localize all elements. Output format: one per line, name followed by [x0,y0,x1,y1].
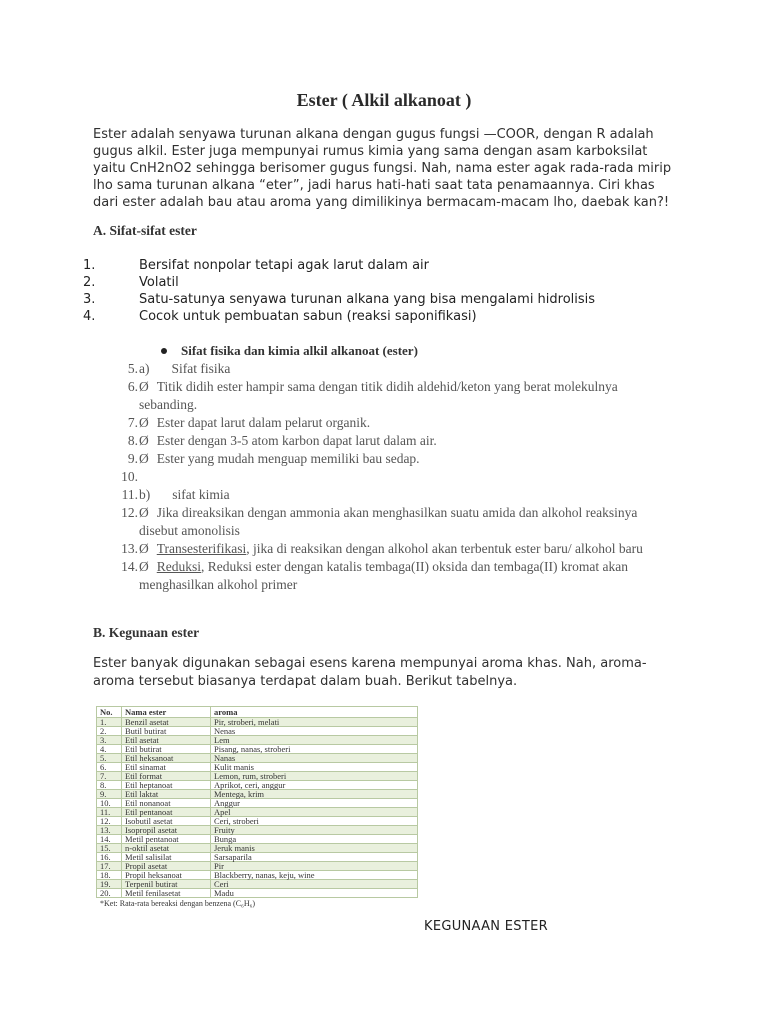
document-title: Ester ( Alkil alkanoat ) [296,90,472,110]
table-cell: Etil asetat [122,736,211,745]
table-cell: 6. [97,763,122,772]
table-cell: Metil pentanoat [122,835,211,844]
section-a-heading: A. Sifat-sifat ester [93,223,197,238]
table-cell: 18. [97,871,122,880]
table-cell: 10. [97,799,122,808]
table-cell: Metil fenilasetat [122,889,211,898]
table-cell: Propil heksanoat [122,871,211,880]
list-item: 11. b) sifat kimia [121,487,230,502]
table-cell: n-oktil asetat [122,844,211,853]
table-cell: Bunga [211,835,418,844]
table-note: *Ket: Rata-rata bereaksi dengan benzena (C₆H₆) [100,899,256,908]
table-cell: 12. [97,817,122,826]
arrow-bullet-icon: Ø [139,451,149,466]
table-cell: Etil nonanoat [122,799,211,808]
table-cell: Pisang, nanas, stroberi [211,745,418,754]
table-cell: Isopropil asetat [122,826,211,835]
intro-paragraph: Ester adalah senyawa turunan alkana dengan gugus fungsi —COOR, dengan R adalah gugus alkil. Ester juga mempunyai rumus kimia yang sama dengan asam karboksilat yaitu CnH2nO2 sehingga berisomer gugus fungsi. Nah, nama ester agak rada-rada mirip lho sama turunan alkana “eter”, jadi harus hati-hati saat tata penamaannya. Ciri khas dari ester adalah bau atau aroma yang dimilikinya bermacam-macam lho, daebak kan?! [93,127,672,210]
physical-chemical-list [0,360,768,594]
table-body [97,718,418,898]
table-cell: Nenas [211,727,418,736]
list-item: 9. Ø Ester yang mudah menguap memiliki bau sedap. [127,451,420,466]
figure-caption: KEGUNAAN ESTER [424,919,548,934]
ester-aroma-table [96,706,418,898]
list-item: 14. Ø Reduksi, Reduksi ester dengan katalis tembaga(II) oksida dan tembaga(II) kromat akan menghasilkan alkohol primer [121,559,628,592]
table-cell: 5. [97,754,122,763]
table-cell: Etil format [122,772,211,781]
table-cell: Etil butirat [122,745,211,754]
table-cell: Mentega, krim [211,790,418,799]
table-cell: Madu [211,889,418,898]
table-cell: 9. [97,790,122,799]
sub-heading: Sifat fisika dan kimia alkil alkanoat (ester) [161,343,418,359]
arrow-bullet-icon: Ø [139,433,149,448]
properties-list [0,258,768,326]
table-cell: 19. [97,880,122,889]
table-cell: 11. [97,808,122,817]
arrow-bullet-icon: Ø [139,505,149,520]
list-item: 13. Ø Transesterifikasi, jika di reaksikan dengan alkohol akan terbentuk ester baru/ alkohol baru [121,541,643,556]
term-link[interactable]: Transesterifikasi [156,541,247,556]
table-cell: Etil pentanoat [122,808,211,817]
table-cell: Jeruk manis [211,844,418,853]
list-item: 12. Ø Jika direaksikan dengan ammonia akan menghasilkan suatu amida dan alkohol reaksinya disebut amonolisis [121,505,638,538]
list-item: 10. [121,469,138,484]
table-cell: 17. [97,862,122,871]
table-cell: 14. [97,835,122,844]
table-cell: Kulit manis [211,763,418,772]
table-cell: Butil butirat [122,727,211,736]
table-cell: Etil heptanoat [122,781,211,790]
table-header-row [97,707,418,718]
table-cell: Lem [211,736,418,745]
arrow-bullet-icon: Ø [139,415,149,430]
column-header: Nama ester [122,707,211,718]
column-header: aroma [211,707,418,718]
table-cell: 16. [97,853,122,862]
table-cell: Nanas [211,754,418,763]
table-cell: Terpenil butirat [122,880,211,889]
table-cell: 13. [97,826,122,835]
table-cell: 4. [97,745,122,754]
arrow-bullet-icon: Ø [139,559,149,574]
list-item: 4. Cocok untuk pembuatan sabun (reaksi saponifikasi) [83,309,477,324]
list-item: 8. Ø Ester dengan 3-5 atom karbon dapat larut dalam air. [127,433,437,448]
list-item: 7. Ø Ester dapat larut dalam pelarut organik. [127,415,371,430]
table-cell: Pir [211,862,418,871]
table-cell: 3. [97,736,122,745]
table-row [97,889,418,898]
section-b-paragraph: Ester banyak digunakan sebagai esens karena mempunyai aroma khas. Nah, aroma-aroma tersebut biasanya terdapat dalam buah. Berikut tabelnya. [93,656,647,689]
arrow-bullet-icon: Ø [139,379,149,394]
table-cell: 2. [97,727,122,736]
table-cell: 15. [97,844,122,853]
table-cell: 7. [97,772,122,781]
table-cell: Etil sinamat [122,763,211,772]
section-b-heading: B. Kegunaan ester [93,625,200,640]
table-cell: Fruity [211,826,418,835]
table-cell: Anggur [211,799,418,808]
table-cell: Benzil asetat [122,718,211,727]
column-header: No. [97,707,122,718]
table-cell: Pir, stroberi, melati [211,718,418,727]
table-cell: Blackberry, nanas, keju, wine [211,871,418,880]
table-cell: Sarsaparila [211,853,418,862]
list-item: 1. Bersifat nonpolar tetapi agak larut dalam air [83,258,430,273]
term-link[interactable]: Reduksi [156,559,202,574]
table-cell: Etil heksanoat [122,754,211,763]
table-cell: 20. [97,889,122,898]
arrow-bullet-icon: Ø [139,541,149,556]
table-cell: Apel [211,808,418,817]
table-cell: Metil salisilat [122,853,211,862]
list-item: 2. Volatil [83,275,179,290]
table-cell: Ceri, stroberi [211,817,418,826]
bullet-icon [161,348,167,354]
table-cell: Lemon, rum, stroberi [211,772,418,781]
list-item: 5. a) Sifat fisika [127,361,231,376]
table-cell: Etil laktat [122,790,211,799]
table-cell: Aprikot, ceri, anggur [211,781,418,790]
table-cell: Propil asetat [122,862,211,871]
list-item: 3. Satu-satunya senyawa turunan alkana yang bisa mengalami hidrolisis [83,292,596,307]
table-cell: Ceri [211,880,418,889]
table-cell: 8. [97,781,122,790]
list-item: 6. Ø Titik didih ester hampir sama dengan titik didih aldehid/keton yang berat molekulnya sebanding. [127,379,618,412]
table-cell: 1. [97,718,122,727]
ester-table-figure [96,706,418,908]
table-cell: Isobutil asetat [122,817,211,826]
